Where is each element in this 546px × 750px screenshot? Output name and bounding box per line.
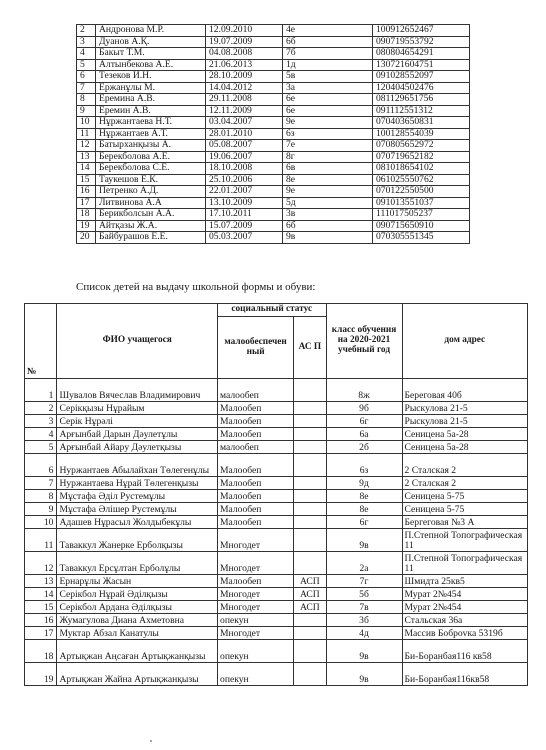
home-address: Мурат 2№454 <box>402 601 527 614</box>
home-address: Сеницена 5-75 <box>402 490 527 503</box>
social-status: Малообеп <box>218 454 294 477</box>
student-name: Ернарұлы Жасын <box>57 575 218 588</box>
id-number: 070719652182 <box>373 151 470 163</box>
asp-flag <box>294 503 326 516</box>
table-row <box>25 552 528 575</box>
student-name: Мұстафа Әділ Рустемұлы <box>57 490 218 503</box>
row-number: 7 <box>25 477 57 490</box>
id-number: 090715650910 <box>373 220 470 232</box>
class: 5б <box>326 588 402 601</box>
social-status: Малообеп <box>218 415 294 428</box>
id-number: 091028552097 <box>373 71 470 83</box>
student-name: Адашев Нұрасыл Жолдыбекұлы <box>57 516 218 529</box>
class: 7е <box>283 140 373 152</box>
student-name: Таваккул Ерсұлтан Ерболұлы <box>57 552 218 575</box>
table-row <box>25 627 528 640</box>
id-number: 100912652467 <box>373 25 470 37</box>
social-status: Малообеп <box>218 428 294 441</box>
student-name: Мұстафа Әлішер Рустемұлы <box>57 503 218 516</box>
social-status: Малообеп <box>218 516 294 529</box>
birth-date: 04.08.2008 <box>206 48 283 60</box>
student-name: Алтынбекова А.Е. <box>96 59 206 71</box>
header-class: класс обучения на 2020-2021 учебный год <box>326 304 402 379</box>
student-name: Нуржантаев Абылайхан Төлегенұлы <box>57 454 218 477</box>
home-address: Рыскулова 21-5 <box>402 402 527 415</box>
row-number: 15 <box>77 174 96 186</box>
student-name: Муктар Абзал Канатулы <box>57 627 218 640</box>
student-name: Берекболова С.Е. <box>96 163 206 175</box>
home-address: П.Степной Топографическая 11 <box>402 529 527 552</box>
asp-flag <box>294 428 326 441</box>
asp-flag <box>294 640 326 663</box>
row-number: 5 <box>25 441 57 454</box>
class: 8г <box>283 151 373 163</box>
asp-flag <box>294 477 326 490</box>
birth-date: 12.09.2010 <box>206 25 283 37</box>
row-number: 6 <box>77 71 96 83</box>
birth-date: 13.10.2009 <box>206 197 283 209</box>
header-address: дом адрес <box>402 304 527 379</box>
student-name: Айтқазы Ж.А. <box>96 220 206 232</box>
row-number: 8 <box>25 490 57 503</box>
header-low-income: малообеспечен ный <box>218 317 294 379</box>
class: 7в <box>326 601 402 614</box>
row-number: 7 <box>77 82 96 94</box>
class: 6з <box>326 454 402 477</box>
class: 6г <box>326 415 402 428</box>
student-name: Арғынбай Айару Дәулетқызы <box>57 441 218 454</box>
id-number: 081129651756 <box>373 94 470 106</box>
student-name: Бакыт Т.М. <box>96 48 206 60</box>
class: 6б <box>283 36 373 48</box>
birth-date: 25.10.2006 <box>206 174 283 186</box>
table-row <box>25 428 528 441</box>
row-number: 10 <box>25 516 57 529</box>
student-name: Нұржантаева Н.Т. <box>96 117 206 129</box>
table-row <box>25 477 528 490</box>
row-number: 18 <box>77 209 96 221</box>
home-address: Би-Боранбая116 кв58 <box>402 640 527 663</box>
birth-date: 19.07.2009 <box>206 36 283 48</box>
student-name: Тезеков И.Н. <box>96 71 206 83</box>
social-status: малообеп <box>218 379 294 402</box>
student-name: Нұржантаев А.Т. <box>96 128 206 140</box>
class: 8ж <box>326 379 402 402</box>
class: 6е <box>283 105 373 117</box>
list-caption: Список детей на выдачу школьной формы и обуви: <box>76 281 316 293</box>
birth-date: 22.01.2007 <box>206 186 283 198</box>
home-address: Сеницена 5-75 <box>402 503 527 516</box>
row-number: 17 <box>77 197 96 209</box>
birth-date: 17.10.2011 <box>206 209 283 221</box>
class: 9в <box>283 232 373 244</box>
row-number: 20 <box>77 232 96 244</box>
student-name: Батырханқызы А. <box>96 140 206 152</box>
class: 4д <box>326 627 402 640</box>
table-row <box>77 186 470 198</box>
birth-date: 28.01.2010 <box>206 128 283 140</box>
table-row <box>25 415 528 428</box>
home-address: Сеницена 5а-28 <box>402 441 527 454</box>
table-row <box>77 209 470 221</box>
row-number: 13 <box>25 575 57 588</box>
id-number: 120404502476 <box>373 82 470 94</box>
student-name: Артықжан Аңсаған Артықжанқызы <box>57 640 218 663</box>
table-row <box>77 220 470 232</box>
id-number: 111017505237 <box>373 209 470 221</box>
birth-date: 05.08.2007 <box>206 140 283 152</box>
header-fio: ФИО учащегося <box>57 304 218 379</box>
social-status: Малообеп <box>218 402 294 415</box>
id-number: 091112551312 <box>373 105 470 117</box>
asp-flag <box>294 516 326 529</box>
row-number: 4 <box>77 48 96 60</box>
uniform-list-table <box>24 303 528 686</box>
row-number: 19 <box>77 220 96 232</box>
home-address: П.Степной Топографическая 11 <box>402 552 527 575</box>
asp-flag <box>294 402 326 415</box>
birth-date: 15.07.2009 <box>206 220 283 232</box>
class: 6б <box>283 220 373 232</box>
top-student-table <box>76 24 470 244</box>
table-row <box>77 197 470 209</box>
home-address: Береговая 40б <box>402 379 527 402</box>
home-address: Сеницена 5а-28 <box>402 428 527 441</box>
social-status: Многодет <box>218 627 294 640</box>
student-name: Дуанов А.Қ. <box>96 36 206 48</box>
table-row <box>77 117 470 129</box>
row-number: 10 <box>77 117 96 129</box>
class: 7б <box>283 48 373 60</box>
asp-flag <box>294 454 326 477</box>
student-name: Артықжан Жайна Артықжанқызы <box>57 663 218 686</box>
asp-flag: АСП <box>294 588 326 601</box>
student-name: Петренко А.Д. <box>96 186 206 198</box>
scan-speck <box>150 740 152 742</box>
class: 3а <box>283 82 373 94</box>
student-name: Серікбол Ардана Әділқызы <box>57 601 218 614</box>
birth-date: 03.04.2007 <box>206 117 283 129</box>
social-status: Многодет <box>218 588 294 601</box>
id-number: 070805652972 <box>373 140 470 152</box>
row-number: 16 <box>25 614 57 627</box>
row-number: 5 <box>77 59 96 71</box>
row-number: 18 <box>25 640 57 663</box>
student-name: Серікқызы Нұрайым <box>57 402 218 415</box>
table-row <box>25 490 528 503</box>
class: 6г <box>326 516 402 529</box>
table-row <box>25 516 528 529</box>
row-number: 19 <box>25 663 57 686</box>
row-number: 1 <box>25 379 57 402</box>
home-address: 2 Сталская 2 <box>402 477 527 490</box>
row-number: 9 <box>77 105 96 117</box>
class: 2а <box>326 552 402 575</box>
social-status: опекун <box>218 640 294 663</box>
asp-flag <box>294 614 326 627</box>
id-number: 100128554039 <box>373 128 470 140</box>
row-number: 6 <box>25 454 57 477</box>
row-number: 4 <box>25 428 57 441</box>
asp-flag <box>294 379 326 402</box>
class: 6в <box>283 163 373 175</box>
home-address: Рыскулова 21-5 <box>402 415 527 428</box>
student-name: Серікбол Нұрай Әділқызы <box>57 588 218 601</box>
class: 3в <box>283 209 373 221</box>
class: 6е <box>283 94 373 106</box>
id-number: 070122550500 <box>373 186 470 198</box>
student-name: Литвинова А.А <box>96 197 206 209</box>
student-name: Еремин А.В. <box>96 105 206 117</box>
asp-flag <box>294 663 326 686</box>
row-number: 14 <box>77 163 96 175</box>
table-row <box>77 128 470 140</box>
uniform-table-header <box>25 304 528 379</box>
asp-flag <box>294 490 326 503</box>
table-row <box>77 48 470 60</box>
birth-date: 21.06.2013 <box>206 59 283 71</box>
student-name: Арғынбай Дарын Дәулетұлы <box>57 428 218 441</box>
row-number: 17 <box>25 627 57 640</box>
class: 9в <box>326 529 402 552</box>
table-row <box>77 151 470 163</box>
student-name: Берекболова А.Е. <box>96 151 206 163</box>
table-row <box>77 140 470 152</box>
home-address: Бергеговая №3 А <box>402 516 527 529</box>
id-number: 061025550762 <box>373 174 470 186</box>
home-address: 2 Сталская 2 <box>402 454 527 477</box>
header-asp: АС П <box>294 317 326 379</box>
social-status: Малообеп <box>218 490 294 503</box>
table-row <box>25 503 528 516</box>
class: 9в <box>326 663 402 686</box>
class: 9д <box>326 477 402 490</box>
table-row <box>25 575 528 588</box>
birth-date: 29.11.2008 <box>206 94 283 106</box>
home-address: Би-Боранбая116кв58 <box>402 663 527 686</box>
id-number: 081018654102 <box>373 163 470 175</box>
table-row <box>77 82 470 94</box>
class: 4е <box>283 25 373 37</box>
id-number: 080804654291 <box>373 48 470 60</box>
row-number: 12 <box>77 140 96 152</box>
table-row <box>77 71 470 83</box>
id-number: 070403650831 <box>373 117 470 129</box>
id-number: 070305551345 <box>373 232 470 244</box>
student-name: Серік Нұрәлі <box>57 415 218 428</box>
asp-flag <box>294 627 326 640</box>
table-row <box>25 529 528 552</box>
table-row <box>77 94 470 106</box>
student-name: Таукешов Е.К. <box>96 174 206 186</box>
birth-date: 05.03.2007 <box>206 232 283 244</box>
table-row <box>77 163 470 175</box>
social-status: опекун <box>218 663 294 686</box>
home-address: Шмидта 25кв5 <box>402 575 527 588</box>
student-name: Шувалов Вячеслав Владимирович <box>57 379 218 402</box>
table-row <box>77 59 470 71</box>
id-number: 091013551037 <box>373 197 470 209</box>
birth-date: 14.04.2012 <box>206 82 283 94</box>
social-status: Малообеп <box>218 477 294 490</box>
birth-date: 18.10.2008 <box>206 163 283 175</box>
table-row <box>77 25 470 37</box>
student-name: Ержанұлы М. <box>96 82 206 94</box>
class: 9е <box>283 186 373 198</box>
student-name: Еремина А.В. <box>96 94 206 106</box>
row-number: 2 <box>77 25 96 37</box>
class: 5д <box>283 197 373 209</box>
class: 9е <box>283 117 373 129</box>
social-status: Малообеп <box>218 503 294 516</box>
student-name: Жумагулова Диана Ахметовна <box>57 614 218 627</box>
home-address: Массив Боброvка 5319б <box>402 627 527 640</box>
social-status: малообеп <box>218 441 294 454</box>
row-number: 14 <box>25 588 57 601</box>
table-row <box>25 601 528 614</box>
class: 7г <box>326 575 402 588</box>
student-name: Берикболсын А.А. <box>96 209 206 221</box>
class: 3б <box>326 614 402 627</box>
social-status: Многодет <box>218 552 294 575</box>
student-name: Таваккул Жанерке Ерболқызы <box>57 529 218 552</box>
home-address: Мурат 2№454 <box>402 588 527 601</box>
class: 9б <box>326 402 402 415</box>
table-row <box>25 663 528 686</box>
asp-flag: АСП <box>294 575 326 588</box>
asp-flag <box>294 552 326 575</box>
table-row <box>25 588 528 601</box>
row-number: 2 <box>25 402 57 415</box>
class: 9в <box>326 640 402 663</box>
row-number: 11 <box>77 128 96 140</box>
id-number: 130721604751 <box>373 59 470 71</box>
header-social-status: социальный статус <box>218 304 326 317</box>
student-name: Байбурашов Е.Е. <box>96 232 206 244</box>
asp-flag <box>294 415 326 428</box>
table-row <box>25 614 528 627</box>
asp-flag <box>294 529 326 552</box>
table-row <box>25 441 528 454</box>
social-status: Многодет <box>218 601 294 614</box>
row-number: 11 <box>25 529 57 552</box>
asp-flag: АСП <box>294 601 326 614</box>
student-name: Андронова М.Р. <box>96 25 206 37</box>
row-number: 3 <box>77 36 96 48</box>
student-name: Нуржантаева Нұрай Төлегенқызы <box>57 477 218 490</box>
table-row <box>25 640 528 663</box>
asp-flag <box>294 441 326 454</box>
table-row <box>77 105 470 117</box>
table-row <box>25 454 528 477</box>
class: 1д <box>283 59 373 71</box>
class: 2б <box>326 441 402 454</box>
row-number: 3 <box>25 415 57 428</box>
class: 8е <box>283 174 373 186</box>
row-number: 13 <box>77 151 96 163</box>
social-status: Многодет <box>218 529 294 552</box>
row-number: 12 <box>25 552 57 575</box>
row-number: 9 <box>25 503 57 516</box>
birth-date: 28.10.2009 <box>206 71 283 83</box>
birth-date: 19.06.2007 <box>206 151 283 163</box>
uniform-table-body <box>25 379 528 686</box>
id-number: 090719553792 <box>373 36 470 48</box>
home-address: Стальская 36а <box>402 614 527 627</box>
row-number: 15 <box>25 601 57 614</box>
class: 8е <box>326 503 402 516</box>
top-table-body <box>77 25 470 244</box>
social-status: опекун <box>218 614 294 627</box>
table-row <box>25 379 528 402</box>
table-row <box>77 174 470 186</box>
class: 8е <box>326 490 402 503</box>
table-row <box>77 36 470 48</box>
social-status: Малообеп <box>218 575 294 588</box>
row-number: 8 <box>77 94 96 106</box>
row-number: 16 <box>77 186 96 198</box>
class: 6а <box>326 428 402 441</box>
birth-date: 12.11.2009 <box>206 105 283 117</box>
table-row <box>77 232 470 244</box>
header-no: № <box>25 304 57 379</box>
class: 5в <box>283 71 373 83</box>
class: 6з <box>283 128 373 140</box>
table-row <box>25 402 528 415</box>
